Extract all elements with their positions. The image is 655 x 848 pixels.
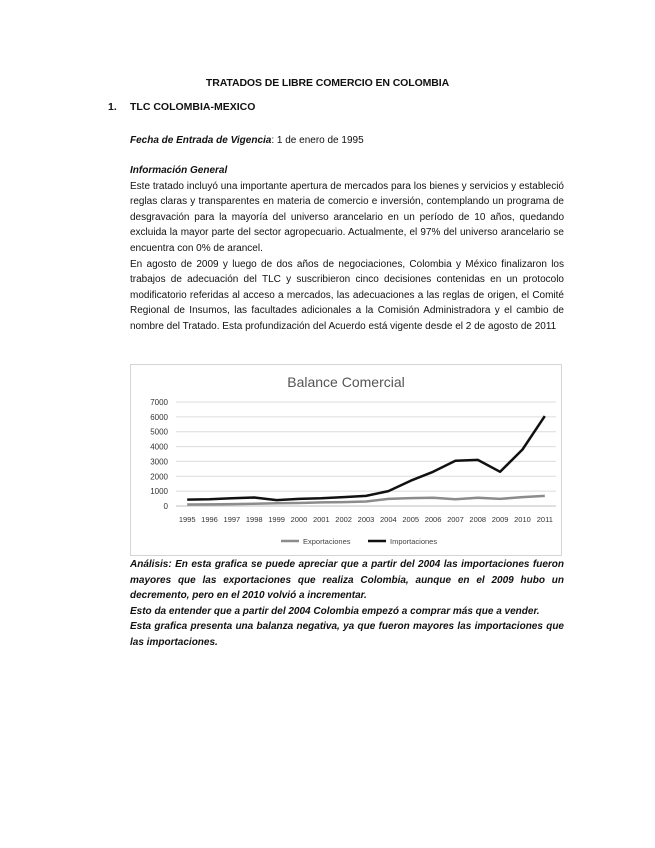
info-paragraph-2: En agosto de 2009 y luego de dos años de negociaciones, Colombia y México finalizaron los trabajos de adecuación del TLC y suscribieron cinco decisiones contenidas en un protocolo modificatorio referidas al acceso a mercados, las adecuaciones a las reglas de origen, el Comité Regional de Insumos, las facultades adicionales a la Comisión Administradora y el cambio de nombre del Tratado. Esta profundización del Acuerdo está vigente desde el 2 de agosto de 2011 [130, 258, 564, 332]
analysis-paragraph-2: Esto da entender que a partir del 2004 Colombia empezó a comprar más que a vender. [130, 605, 540, 617]
date-line [130, 133, 564, 149]
x-tick-label: 2001 [312, 515, 330, 524]
analysis-paragraph-1: Análisis: En esta grafica se puede apreciar que a partir del 2004 las importaciones fueron mayores que las exportaciones que realiza Colombia, aunque en el 2009 hubo un decremento, pero en el 2010 volvió a incrementar. [130, 559, 564, 602]
x-tick-label: 1999 [268, 515, 285, 524]
section-heading [108, 101, 255, 113]
analysis-paragraph-3: Esta grafica presenta una balanza negativa, ya que fueron mayores las importaciones que las importaciones. [130, 621, 564, 648]
y-tick-label: 7000 [150, 398, 168, 407]
y-tick-label: 1000 [150, 487, 168, 497]
chart-title: Balance Comercial [287, 374, 405, 390]
chart-svg [131, 365, 561, 555]
y-tick-label: 0 [163, 502, 168, 511]
x-tick-label: 1998 [245, 515, 263, 524]
x-tick-label: 1996 [201, 515, 218, 524]
balance-chart [130, 364, 562, 556]
analysis-block [130, 557, 564, 651]
info-paragraph-1: Este tratado incluyó una importante apertura de mercados para los bienes y servicios y estableció reglas claras y transparentes en materia de comercio e inversión, contemplando un programa de desgravación para la mayoría del universo arancelario en un período de 10 años, quedando excluida la mayor parte del sector agropecuario. Actualmente, el 97% del universo arancelario se encuentra con 0% de arancel. [130, 180, 564, 254]
y-tick-label: 2000 [150, 472, 168, 482]
x-tick-label: 2006 [424, 515, 442, 524]
y-tick-label: 4000 [150, 442, 168, 452]
x-tick-label: 2007 [447, 515, 464, 524]
x-tick-label: 2009 [491, 515, 509, 524]
date-label: Fecha de Entrada de Vigencia [130, 135, 272, 146]
info-subtitle: Información General [130, 165, 228, 176]
x-tick-label: 2005 [402, 515, 420, 524]
info-block [130, 163, 564, 335]
legend-label: Importaciones [390, 537, 438, 546]
x-tick-label: 2008 [469, 515, 487, 524]
x-tick-label: 2004 [380, 515, 397, 524]
x-tick-label: 2011 [536, 515, 553, 524]
page-title: TRATADOS DE LIBRE COMERCIO EN COLOMBIA [205, 77, 450, 89]
y-tick-label: 5000 [150, 427, 168, 437]
section-heading-text: TLC COLOMBIA-MEXICO [130, 101, 256, 113]
y-tick-label: 6000 [150, 412, 168, 422]
y-tick-label: 3000 [150, 457, 168, 467]
x-tick-label: 1995 [178, 515, 196, 524]
date-value: : 1 de enero de 1995 [271, 135, 364, 146]
x-tick-label: 2003 [357, 515, 375, 524]
series-line-importaciones [187, 416, 545, 500]
x-tick-label: 2010 [514, 515, 531, 524]
legend-label: Exportaciones [303, 537, 351, 546]
section-number: 1. [108, 101, 117, 113]
x-tick-label: 2000 [290, 515, 308, 524]
x-tick-label: 2002 [335, 515, 352, 524]
x-tick-label: 1997 [223, 515, 241, 524]
